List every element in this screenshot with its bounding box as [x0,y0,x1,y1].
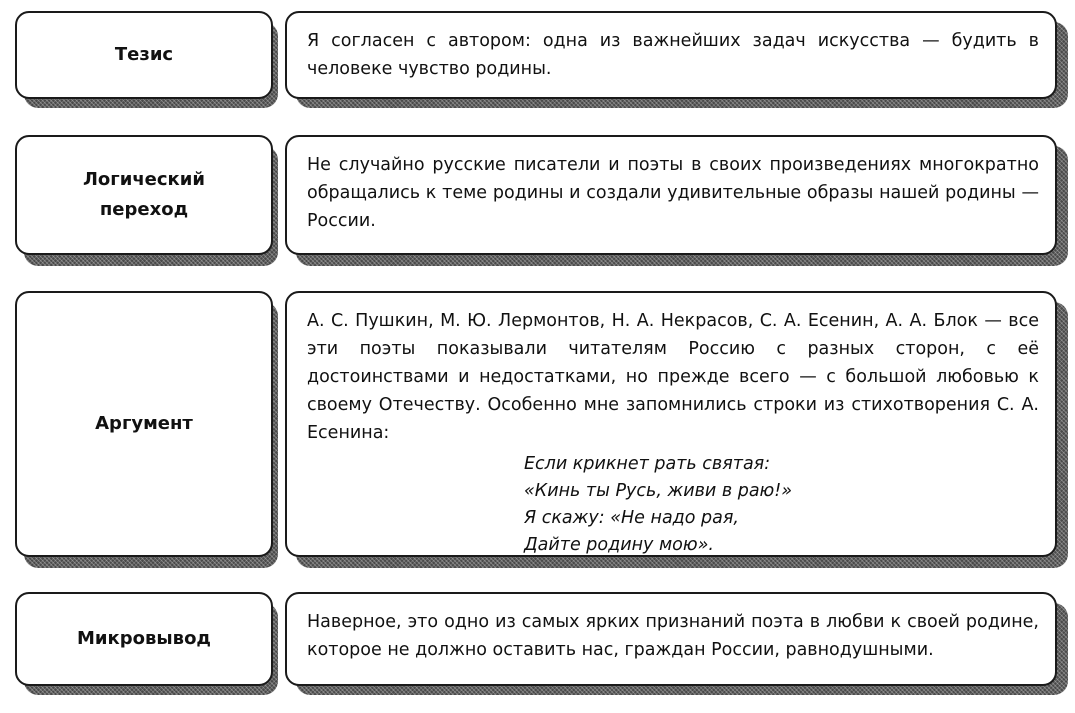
transition-text-box [285,135,1057,255]
argument-text-box [285,291,1057,557]
conclusion-label-box [15,592,273,686]
argument-label: Аргумент [95,413,193,434]
thesis-label-box [15,11,273,99]
transition-text: Не случайно русские писатели и поэты в своих произведениях многократно обращались к теме родины и создали удивительные образы нашей родины — России. [307,155,1039,231]
conclusion-label: Микровывод [77,628,211,649]
thesis-label: Тезис [114,44,174,65]
argument-text: А. С. Пушкин, М. Ю. Лермонтов, Н. А. Некрасов, С. А. Есенин, А. А. Блок — все эти поэты показывали читателям Россию с разных сторон, с её достоинствами и недостатками, но прежде всего — с большой любовью к своему Отечеству. Особенно мне запомнились строки из стихотворения С. А. Есенина: [307,311,1039,443]
transition-label-line2: переход [99,199,189,220]
conclusion-text-box [285,592,1057,686]
poem-line-1: Если крикнет рать святая: [524,454,771,474]
conclusion-text: Наверное, это одно из самых ярких признаний поэта в любви к своей родине, которое не должно оставить нас, граждан России, равнодушными. [307,612,1039,660]
poem-line-3: Я скажу: «Не надо рая, [524,508,739,528]
argument-label-box [15,291,273,557]
poem-line-2: «Кинь ты Русь, живи в раю!» [524,481,793,501]
transition-label-box [15,135,273,255]
thesis-text: Я согласен с автором: одна из важнейших задач искусства — будить в человеке чувство родины. [307,31,1039,79]
poem-quote [524,451,1039,559]
transition-label-line1: Логический [82,169,205,190]
poem-line-4: Дайте родину мою». [524,535,714,555]
thesis-text-box [285,11,1057,99]
